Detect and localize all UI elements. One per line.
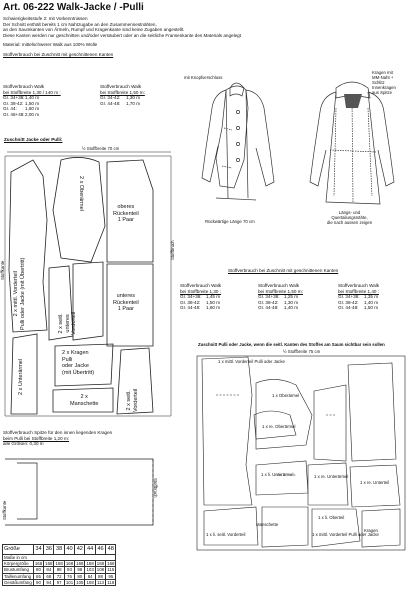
table-row: Taillenumfang 65 68 72 76 80 84 88 95 [3, 573, 116, 579]
usage-title: Stoffverbrauch Walk [100, 84, 142, 89]
table-row: Körpergröße 168 168 168 168 168 168 168 168 [4, 561, 115, 567]
piece-side-upper: 2 x seitl. Vorderteil [126, 388, 139, 412]
edge-label: Stoffkante [0, 260, 5, 280]
callout-collar: mit Knopfverschluss [184, 75, 223, 80]
collar-fold-label: Stoffbruch [153, 478, 158, 498]
intro-line: Schwierigkeitsstufe 2: mit Vorkenntnissen [3, 16, 88, 21]
page-title: Art. 06-222 Walk-Jacke / -Pulli [3, 2, 144, 13]
layout1-heading: Zuschnitt Jacke oder Pulli: [4, 137, 63, 142]
usage-row: Gr. 46+48: 2,00 m [3, 111, 40, 117]
layout2-piece: 1 x li. Oberteil [318, 515, 345, 520]
usage-row: Gr. 34-42: 1,30 m [100, 95, 141, 101]
table-row: Gesäßumfang 90 94 97 101 105 108 113 118 [4, 579, 115, 585]
back-length-label: Rückwärtige Länge 70 cm [205, 219, 255, 224]
layout1-pattern-pieces [3, 150, 175, 420]
size-table: Größe 34 36 38 40 42 44 46 48 Maße in cm Körpergröße 168 168 168 168 168 168 168 168 Brustumfang 80 84 88 93 98 103 108 115 Taillenumfang 65 68 72 76 80 84 88 95 Gesäßumfang 90 94 97 101 105 108 113 118 [4, 546, 115, 585]
layout2-width-label: ½ Stoffbreite 75 cm [283, 349, 321, 354]
usage-title: Stoffverbrauch Walk [3, 84, 45, 89]
usage-subtitle: bei Stoffbreite 1,50 m: [100, 89, 145, 95]
layout2-piece: 1 x re. Oberärmel [262, 424, 296, 429]
usage-block [3, 84, 61, 118]
usage-mid-heading: Stoffverbrauch bei Zuschnitt mit geschnittenen Kanten [228, 268, 339, 273]
piece-front: 2 x mittl. Vorderteil Pulli oder Jacke (mit Übertritt) [13, 257, 26, 330]
layout2-piece: 1 x mittl. Vorderteil Pulli oder Jacke [312, 532, 379, 537]
usage-row: Gr. 38-42: 1,50 m [3, 100, 40, 106]
usage-block [100, 84, 145, 106]
layout2-piece: 1 x Oberärmel [272, 393, 300, 398]
usage-block: Stoffverbrauch Walk bei Stoffbreite 1,40 : Gr. 34+36: 1,35 m Gr. 38-42: 1,40 m Gr. 44-48: 1,50 m [338, 283, 380, 311]
table-row: Brustumfang 80 84 88 93 98 103 108 115 [4, 567, 115, 573]
layout2-pattern-pieces [196, 355, 406, 555]
usage-row: Gr. 44-48: 1,70 m [100, 100, 141, 106]
usage-subtitle: bei Stoffbreite 1,30 / 140 m : [3, 89, 61, 95]
usage-block: Stoffverbrauch Walk bei Stoffbreite 1,30 : Gr. 34+36: 1,45 m Gr. 38-42: 1,50 m Gr. 44-48: 1,60 m [180, 283, 222, 311]
usage-block: Stoffverbrauch Walk bei Stoffbreite 1,50 m: Gr. 34+36: 1,25 m Gr. 38-42: 1,30 m Gr. 44-48: 1,40 m [258, 283, 303, 311]
piece-sleeve-under: 2 x Unterärmel [18, 358, 24, 395]
piece-collar: 2 x Kragen Pulli oder Jacke (mit Übertritt) [62, 350, 95, 376]
seams-note: Längs- und Quertailungsnähte, die nach aussen zeigen [327, 210, 373, 226]
piece-back-lower: unteres Rückenteil 1 Paar [113, 293, 139, 313]
collar-inner-info: Stoffverbrauch Spitze für den innen liegenden Kragen beim Pulli bei Stoffbreite 1,20 m: alle Größen: 0,30 m [3, 430, 113, 447]
piece-back-top: oberes Rückenteil 1 Paar [113, 204, 139, 224]
collar-edge-label: Stoffkante [2, 500, 7, 520]
callout-right: Kragen mit MM-Naht + Schlitz Innenkragen aus Spitze [372, 70, 396, 96]
layout2-piece: 1 x li. Unterärmel [261, 472, 294, 477]
intro-line: Der Schnitt enthält bereits 1 cm Nahtzugabe an den Zusammennestnähten, [3, 21, 157, 27]
fold-label: Stoffbruch [170, 240, 175, 260]
layout1-width-label: ½ Stoffbreite 70 cm [82, 146, 120, 151]
layout2-piece: Manschette [256, 522, 279, 527]
usage-row: Gr. 44: 1,60 m [3, 106, 40, 112]
piece-side-front: 2 x seitl. unteres Vorderteil [58, 311, 78, 335]
layout2-piece: 1 x re. Unterärmel [314, 474, 349, 479]
size-header-label: Größe [3, 545, 34, 555]
material-note: Material: mittelschwerer Walk aus 100% Wolle [3, 42, 98, 48]
piece-cuff: 2 x Manschette [70, 394, 99, 407]
intro-line: Diese Kanten werden nur geschnitten und/oder versäubert oder an die seitliche Fransenkante des Materials angelegt [3, 32, 242, 38]
layout2-piece: 1 x mittl. Vorderteil Pulli oder Jacke [218, 359, 285, 364]
piece-sleeve-top: 2 x Oberärmel [78, 176, 84, 211]
usage-row: Gr. 34+36: 1,40 m [3, 95, 40, 101]
intro-text [3, 16, 243, 58]
layout2-piece: 1 x re. Unterteil [360, 480, 390, 485]
intro-line: an den Saumkanten von Ärmeln, Rumpf und Kragenkante sind keine Zugaben angestellt. [3, 27, 185, 33]
consumption-heading: Stoffverbrauch bei Zuschnitt mit geschnittenen Kanten [3, 51, 114, 57]
layout2-heading: Zuschnitt Pulli oder Jacke, wenn die seitl. Kanten des Stoffes am Saum sichtbar sein sollen [198, 342, 385, 347]
collar-inner-layout [3, 455, 158, 527]
layout2-piece: Kragen [364, 528, 378, 533]
layout2-piece: 1 x li. seitl. Vorderteil [206, 532, 246, 537]
